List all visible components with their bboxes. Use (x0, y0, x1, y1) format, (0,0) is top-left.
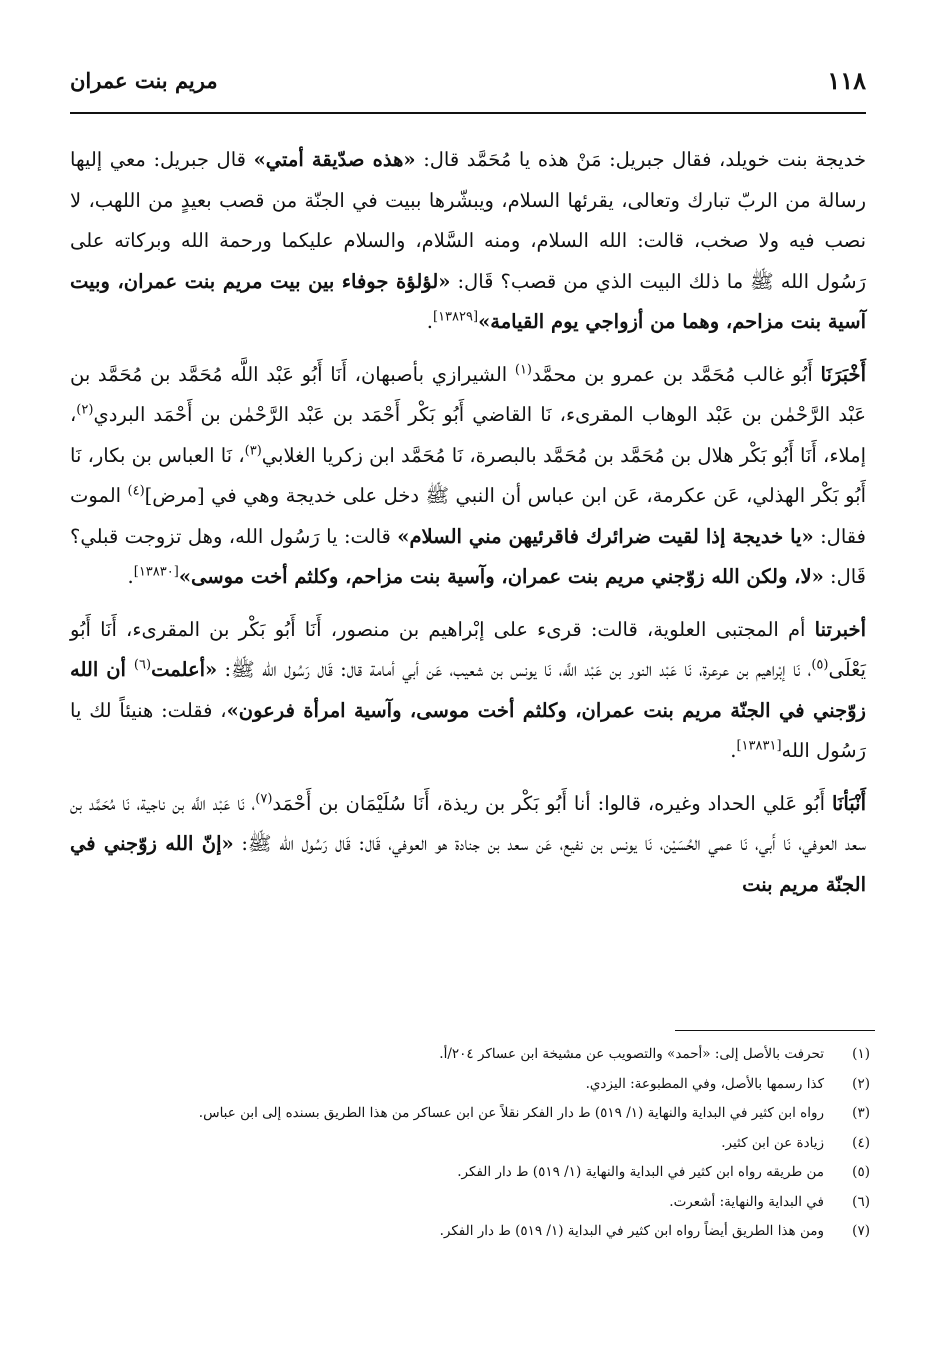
footnote-number: (٧) (852, 1223, 870, 1239)
footnote-number: (٥) (852, 1164, 870, 1180)
footnote-number: (٤) (852, 1134, 870, 1151)
emphasized-text: «هذه صدّيقة أمتي» (253, 148, 416, 171)
paragraph (70, 140, 866, 343)
header-rule (70, 112, 866, 114)
text-segment: ، نَا العباس بن بكار، نَا أَبُو بَكْر الهذلي، عَن عكرمة، عَن ابن عباس أن النبي ﷺ دخل على خديجة وهي في [مرض] (70, 443, 867, 507)
footnote-text: رواه ابن كثير في البداية والنهاية (١/ ٥١٩) ط دار الفكر نقلاً عن ابن عساكر من هذا الطريق بسنده إلى ابن عباس. (198, 1105, 824, 1121)
footnote-text: تحرفت بالأصل إلى: «أحمد» والتصويب عن مشيخة ابن عساكر ٢٠٤/أ. (439, 1046, 824, 1062)
footnotes (100, 1040, 870, 1247)
emphasized-text: «لا، ولكن الله زوّجني مريم بنت عمران، وآسية بنت مزاحم، وكلثم أخت موسى» (178, 565, 824, 588)
text-segment: قالت: يا رَسُول الله، وهل تزوجت قبلي؟ قَال: (70, 524, 866, 588)
footnote (100, 1129, 870, 1159)
footnote-number: (٢) (852, 1075, 870, 1092)
emphasized-text: أَخْبَرَنَا (820, 362, 866, 386)
text-segment: ، إملاء، أَنَا أَبُو بَكْر هلال بن مُحَمَّد بن مُحَمَّد بالبصرة، نَا مُحَمَّد ابن زكريا الغلابي (70, 403, 866, 467)
footnote-reference: [١٣٨٢٩] (433, 309, 479, 325)
text-segment: ، نَا عَبْد اللَّه بن ناجية، نَا مُحَمَّد بن سعد العوفي، نَا أَبي، نَا عمي الحُسَيْن، نَا يونس بن نفيع، عَن سعد بن جنادة هو العوفي، قَال: قَال رَسُول الله ﷺ: (70, 791, 866, 855)
emphasized-text: «إنّ الله زوّجني في الجنّة مريم بنت (70, 832, 866, 896)
emphasized-text: «أعلمت (151, 658, 218, 681)
footnote (100, 1158, 870, 1188)
footnote-text: ومن هذا الطريق أيضاً رواه ابن كثير في البداية (١/ ٥١٩) ط دار الفكر. (439, 1223, 824, 1239)
footnote (100, 1040, 870, 1070)
text-segment: . (730, 739, 737, 762)
footnote (100, 1217, 870, 1247)
emphasized-text: أن الله زوّجني في الجنّة مريم بنت عمران، وكلثم أخت موسى، وآسية امرأة فرعون» (70, 658, 866, 722)
page-header (70, 58, 866, 102)
footnote-reference: (٦) (133, 657, 152, 673)
emphasized-text: «لؤلؤة جوفاء بين بيت مريم بنت عمران، وبيت آسية بنت مزاحم، وهما من أزواجي يوم القيامة» (70, 269, 866, 333)
main-text (70, 140, 866, 917)
emphasized-text: أخبرتنا (814, 617, 866, 641)
emphasized-text: أَنْبَأنَا (831, 791, 866, 815)
paragraph (70, 784, 866, 906)
text-segment: الموت فقال: (70, 484, 866, 548)
footnote (100, 1188, 870, 1218)
text-segment: أم المجتبى العلوية، قالت: قرىء على إبْراهيم بن منصور، أَنَا أَبُو بَكْر بن المقرىء، أَنَا أَبُو يَعْلَى (70, 617, 866, 681)
paragraph (70, 355, 866, 598)
footnote-reference: (٥) (811, 657, 829, 673)
text-segment: خديجة بنت خويلد، فقال جبريل: مَنْ هذه يا مُحَمَّد قال: (415, 148, 867, 171)
footnote-number: (٣) (852, 1105, 870, 1121)
footnote-number: (٦) (852, 1193, 870, 1210)
footnote-reference: (٣) (244, 443, 262, 458)
text-segment: . (426, 310, 433, 333)
footnote-rule (675, 1030, 875, 1031)
emphasized-text: «يا خديجة إذا لقيت ضرائرك فاقرئيهن مني السلام» (397, 524, 814, 548)
paragraph (70, 610, 866, 772)
running-title: مريم بنت عمران (70, 67, 218, 93)
footnote (100, 1099, 870, 1129)
text-segment: الشيرازي بأصبهان، أَنَا أَبُو عَبْد اللَّه مُحَمَّد بن مُحَمَّد بن عَبْد الرَّحْمٰن بن عَبْد الوهاب المقرىء، نَا القاضي أَبُو بَكْر أَحْمَد بن عَبْد الرَّحْمٰن بن أَحْمَد البردي (70, 362, 866, 426)
footnote-text: من طريقه رواه ابن كثير في البداية والنهاية (١/ ٥١٩) ط دار الفكر. (457, 1164, 824, 1180)
footnote-reference: [١٣٨٣١] (736, 738, 782, 754)
text-segment: أَبُو غالب مُحَمَّد بن عمرو بن محمَّد (532, 362, 821, 386)
text-segment: ، نَا إبْراهيم بن عرعرة، نَا عَبْد النور بن عَبْد اللَّه، نَا يونس بن شعيب، عَن أبي أمامة قال: قَال رَسُول الله ﷺ: (217, 658, 812, 681)
text-segment: أَبُو عَلي الحداد وغيره، قالوا: أنا أَبُو بَكْر بن ريذة، أَنَا سُلَيْمَان بن أَحْمَد (272, 791, 832, 815)
footnote-reference: (٤) (127, 483, 145, 499)
footnote-reference: (٧) (255, 791, 273, 806)
text-segment: ، فقلت: هنيئاً لك يا رَسُول الله (70, 698, 866, 762)
footnote-text: كذا رسمها بالأصل، وفي المطبوعة: اليزدي. (585, 1075, 824, 1092)
page-number: ١١٨ (827, 65, 866, 95)
text-segment: . (127, 565, 134, 588)
footnote-reference: (١) (514, 362, 532, 377)
text-segment: قال جبريل: معي إليها رسالة من الربّ تبارك وتعالى، يقرئها السلام، ويبشّرها ببيت في الجنّة من قصب بعيدٍ من اللهب، لا نصب فيه ولا صخب، قالت: الله السلام، ومنه السَّلام، والسلام عليكما ورحمة الله وبركاته على رَسُول الله ﷺ ما ذلك البيت الذي من قصب؟ قَال: (70, 148, 866, 293)
footnote-number: (١) (852, 1046, 870, 1062)
footnote (100, 1070, 870, 1100)
footnote-reference: [١٣٨٣٠] (133, 564, 179, 580)
footnote-text: زيادة عن ابن كثير. (721, 1134, 824, 1151)
footnote-text: في البداية والنهاية: أشعرت. (669, 1193, 824, 1210)
footnote-reference: (٢) (76, 402, 94, 418)
